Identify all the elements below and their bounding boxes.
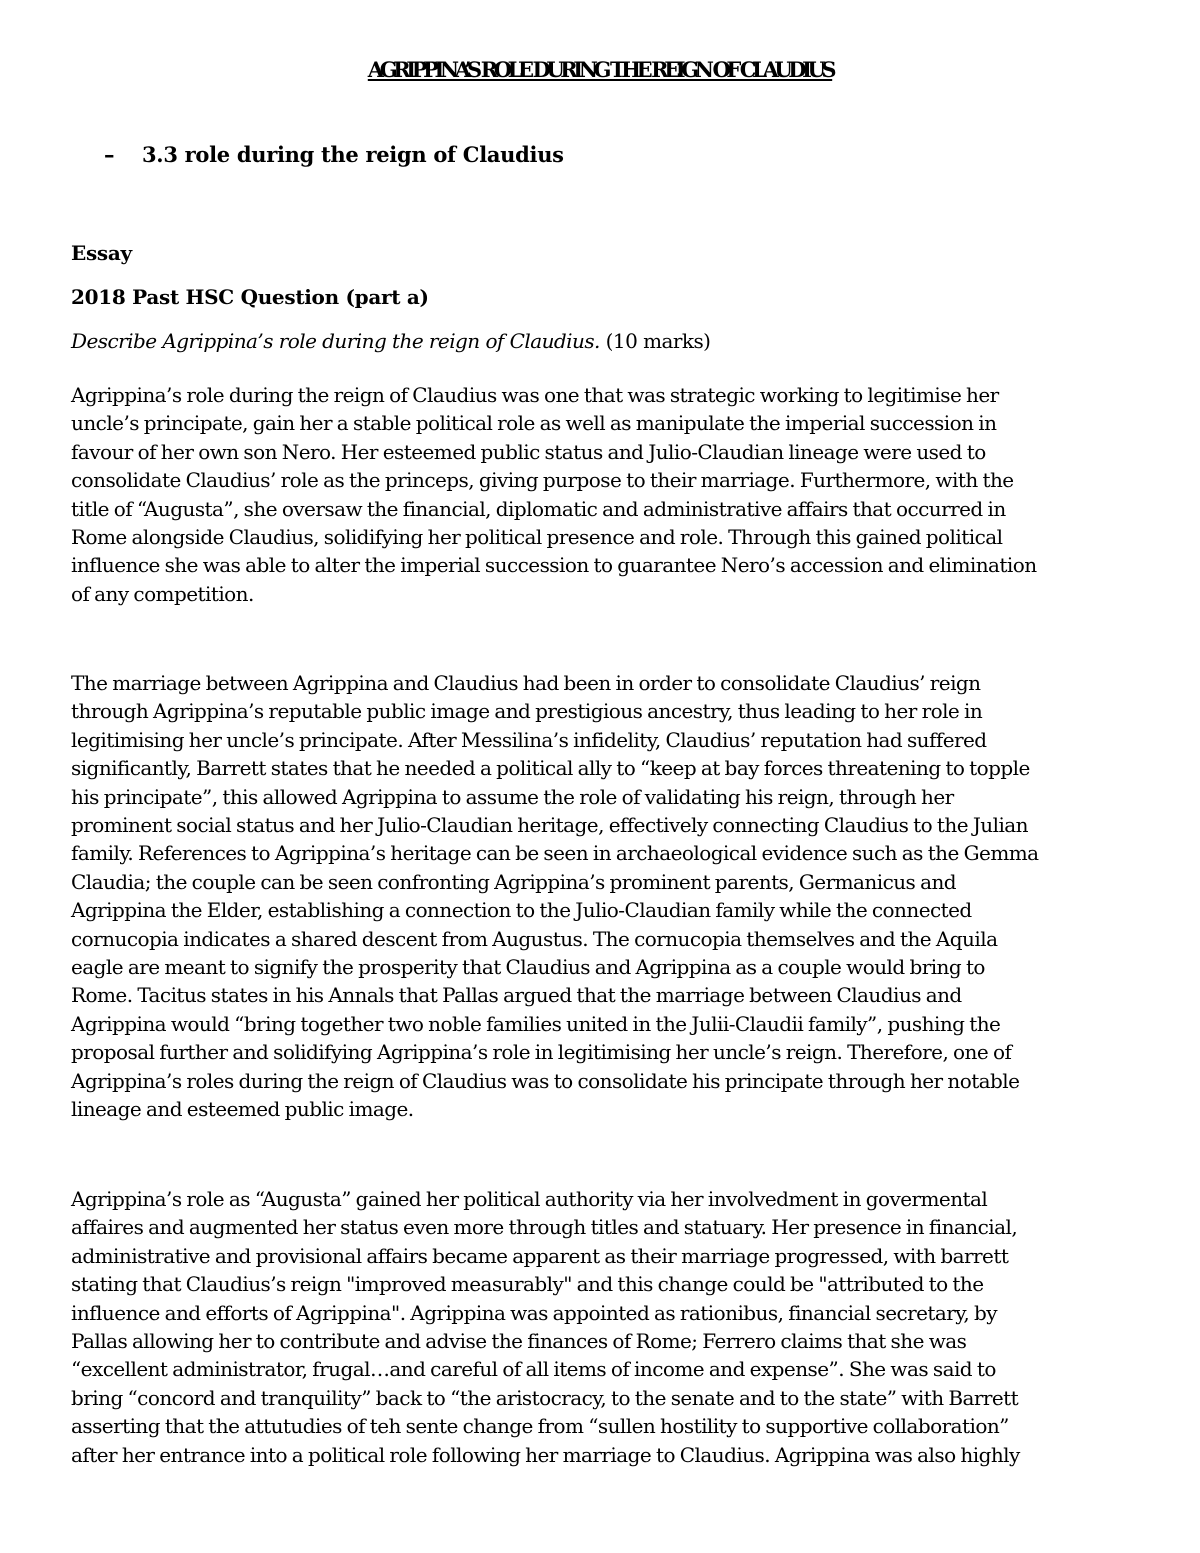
paragraph-line: bring “concord and tranquility” back to “the aristocracy, to the senate and to the state” with Barrett [71, 1385, 1019, 1410]
paragraph-line: title of “Augusta”, she oversaw the financial, diplomatic and administrative affairs that occurred in [71, 496, 1006, 521]
essay-label: Essay [71, 241, 132, 265]
question-prompt [71, 327, 710, 355]
paragraph-line: favour of her own son Nero. Her esteemed public status and Julio-Claudian lineage were used to [71, 439, 986, 464]
paragraph-line: uncle’s principate, gain her a stable political role as well as manipulate the imperial succession in [71, 411, 997, 436]
paragraph-line: “excellent administrator, frugal…and careful of all items of income and expense”. She was said to [71, 1357, 996, 1382]
document-title: AGRIPPINA’S ROLE DURING THE REIGN OF CLAUDIUS [367, 57, 833, 82]
paragraph-line: The marriage between Agrippina and Claudius had been in order to consolidate Claudius’ reign [71, 671, 981, 695]
section-bullet [104, 141, 564, 169]
paragraph-line: after her entrance into a political role following her marriage to Claudius. Agrippina was also highly [71, 1442, 1020, 1467]
paragraph-body-2 [71, 1185, 1131, 1469]
paragraph-line: Agrippina’s role as “Augusta” gained her political authority via her involvedment in govermental [71, 1187, 988, 1211]
paragraph-line: Agrippina’s roles during the reign of Claudius was to consolidate his principate through her notable [71, 1068, 1020, 1093]
paragraph-line: influence and efforts of Agrippina". Agrippina was appointed as rationibus, financial secretary, by [71, 1300, 998, 1325]
paragraph-line: stating that Claudius’s reign "improved measurably" and this change could be "attributed to the [71, 1272, 984, 1297]
paragraph-intro [71, 381, 1131, 608]
question-marks: (10 marks) [599, 329, 711, 353]
paragraph-line: legitimising her uncle’s principate. After Messilina’s infidelity, Claudius’ reputation had suffered [71, 727, 987, 752]
paragraph-body-1 [71, 669, 1131, 1124]
paragraph-line: administrative and provisional affairs became apparent as their marriage progressed, with barrett [71, 1243, 1009, 1268]
paragraph-line: family. References to Agrippina’s heritage can be seen in archaeological evidence such as the Gemma [71, 841, 1039, 866]
paragraph-line: influence she was able to alter the imperial succession to guarantee Nero’s accession and elimination [71, 553, 1037, 578]
paragraph-line: Claudia; the couple can be seen confronting Agrippina’s prominent parents, Germanicus and [71, 869, 957, 894]
paragraph-line: proposal further and solidifying Agrippina’s role in legitimising her uncle’s reign. Therefore, one of [71, 1040, 1012, 1065]
section-bullet-text: 3.3 role during the reign of Claudius [142, 142, 564, 167]
paragraph-line: Agrippina’s role during the reign of Claudius was one that was strategic working to legitimise her [71, 383, 999, 407]
question-text: Describe Agrippina’s role during the reign of Claudius. [71, 329, 600, 353]
paragraph-line: significantly, Barrett states that he needed a political ally to “keep at bay forces threatening to topple [71, 756, 1030, 781]
paragraph-line: consolidate Claudius’ role as the princeps, giving purpose to their marriage. Furthermore, with the [71, 468, 1014, 493]
paragraph-line: of any competition. [71, 581, 254, 606]
paragraph-line: his principate”, this allowed Agrippina to assume the role of validating his reign, through her [71, 784, 954, 809]
paragraph-line: Agrippina would “bring together two noble families united in the Julii-Claudii family”, pushing the [71, 1011, 1001, 1036]
paragraph-line: affaires and augmented her status even more through titles and statuary. Her presence in financial, [71, 1215, 1018, 1240]
paragraph-line: through Agrippina’s reputable public image and prestigious ancestry, thus leading to her role in [71, 699, 983, 724]
paragraph-line: cornucopia indicates a shared descent from Augustus. The cornucopia themselves and the Aquila [71, 926, 998, 951]
question-heading: 2018 Past HSC Question (part a) [71, 285, 429, 309]
paragraph-line: lineage and esteemed public image. [71, 1097, 414, 1122]
paragraph-line: Pallas allowing her to contribute and advise the finances of Rome; Ferrero claims that she was [71, 1329, 967, 1354]
paragraph-line: asserting that the attutudies of teh sente change from “sullen hostility to supportive collaboration” [71, 1414, 1009, 1439]
paragraph-line: Rome alongside Claudius, solidifying her political presence and role. Through this gained political [71, 525, 1003, 550]
paragraph-line: Rome. Tacitus states in his Annals that Pallas argued that the marriage between Claudius and [71, 983, 962, 1008]
paragraph-line: prominent social status and her Julio-Claudian heritage, effectively connecting Claudius to the Julian [71, 813, 1029, 838]
paragraph-line: Agrippina the Elder, establishing a connection to the Julio-Claudian family while the connected [71, 898, 972, 923]
bullet-dash: – [104, 142, 115, 167]
paragraph-line: eagle are meant to signify the prosperity that Claudius and Agrippina as a couple would bring to [71, 955, 985, 980]
